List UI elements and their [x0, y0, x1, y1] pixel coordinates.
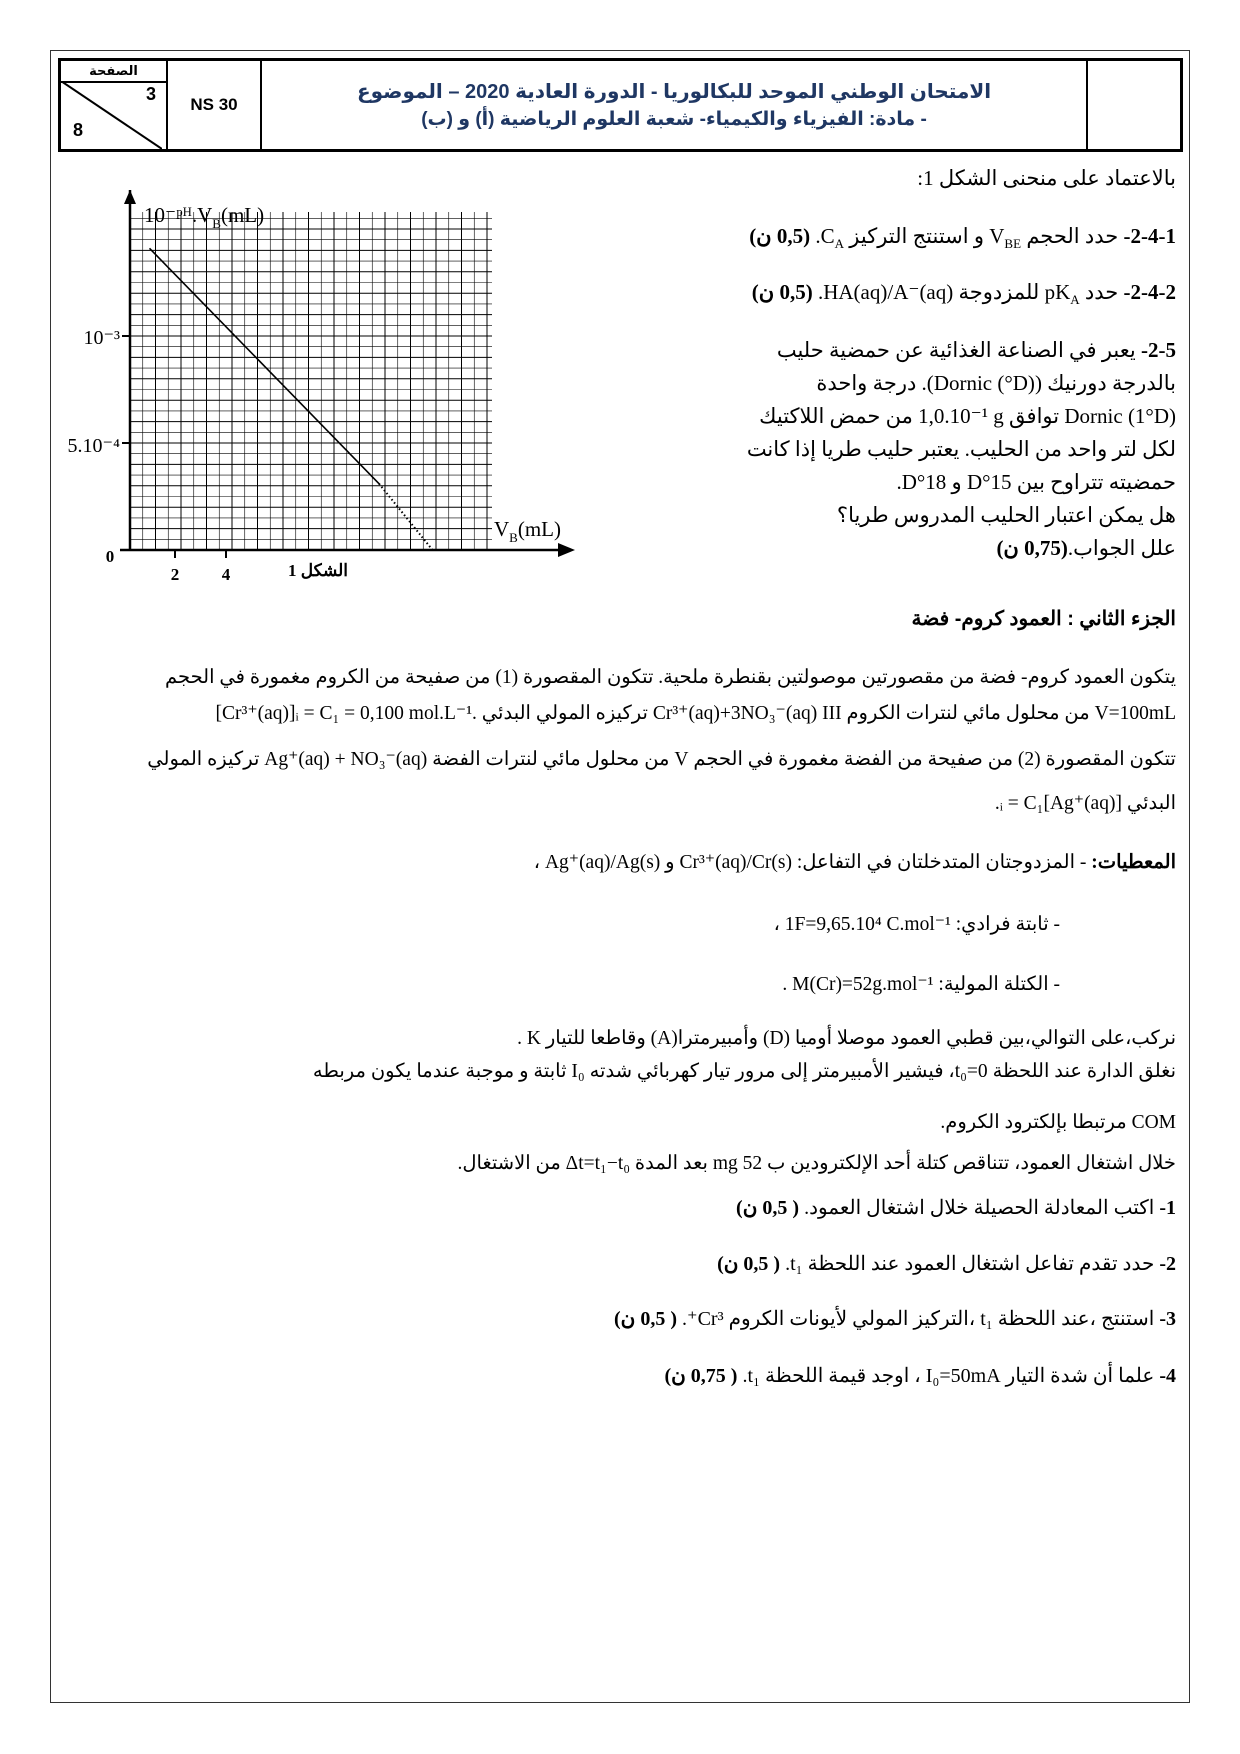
- part2-q3: 3- استنتج ،عند اللحظة t₁ ،التركيز المولي لأيونات الكروم Cr³⁺. ( 0,5 ن): [614, 1308, 1176, 1330]
- exam-header: [58, 58, 1183, 152]
- origin-label: 0: [105, 547, 115, 566]
- q24-intro: بالاعتماد على منحنى الشكل 1:: [917, 166, 1176, 190]
- part2-q1: 1- اكتب المعادلة الحصيلة خلال اشتغال العمود. ( 0,5 ن): [736, 1197, 1176, 1219]
- q25-points: (0,75 ن): [996, 536, 1068, 560]
- q241-concentration: $C_A$: [820, 224, 845, 252]
- x-tick-label-2: 2: [170, 565, 180, 584]
- q242-points: (0,5 ن): [751, 280, 813, 304]
- figure-caption: الشكل 1: [287, 561, 349, 580]
- y-axis-label: $10^-ᵖᴴ.V_B(mL)$: [144, 203, 265, 231]
- q25-line7: علل الجواب.(0,75 ن): [996, 536, 1176, 560]
- q25-line3: Dornic (1°D) توافق 1,0.10⁻¹ g من حمض اللاكتيك: [759, 404, 1176, 428]
- part2-para2-line2: البدئي [Ag⁺(aq)]ᵢ = C₁.: [994, 793, 1176, 814]
- page-total: 8: [73, 120, 84, 140]
- q242-number: 2-4-2-: [1123, 280, 1176, 304]
- page-number-box: [61, 61, 166, 149]
- part2-para2-line1: تتكون المقصورة (2) من صفيحة من الفضة مغمورة في الحجم V من محلول مائي لنترات الفضة Ag⁺(aq) + NO₃⁻(aq) تركيزه المولي: [147, 749, 1176, 770]
- part2-q2-points: ( 0,5 ن): [717, 1253, 781, 1275]
- setup-line4: خلال اشتغال العمود، تتناقص كتلة أحد الإلكترودين ب 52 mg بعد المدة Δt=t₁−t₀ من الاشتغال.: [457, 1153, 1176, 1174]
- data-faraday: - ثابتة فرادي: 1F=9,65.10⁴ C.mol⁻¹ ،: [773, 914, 1060, 935]
- q25-line2: بالدرجة دورنيك (Dornic (°D)). درجة واحدة: [816, 371, 1176, 395]
- q241-number: 2-4-1-: [1123, 224, 1176, 248]
- y-axis-arrow: [124, 190, 136, 204]
- part2-q4-points: ( 0,75 ن): [664, 1365, 738, 1387]
- q241-volume: $V_{BE}$: [989, 224, 1022, 252]
- page-number: 3: [145, 84, 156, 104]
- data-couples: [46, 846, 1176, 879]
- q242-text2: للمزدوجة: [958, 280, 1040, 304]
- q242-couple: HA(aq)/A⁻(aq): [823, 280, 954, 304]
- q25-line1: 2-5- يعبر في الصناعة الغذائية عن حمضية حليب: [776, 338, 1176, 362]
- y-tick-label-1e-3: 10⁻³: [83, 327, 120, 349]
- part2-para1-line2: V=100mL من محلول مائي لنترات الكروم III Cr³⁺(aq)+3NO₃⁻(aq) تركيزه المولي البدئي [Cr³⁺(aq)]ᵢ = C₁ = 0,100 mol.L⁻¹.: [215, 703, 1176, 724]
- part2-para2: [46, 738, 1176, 826]
- q25-line5: حمضيته تتراوح بين 15°D و 18°D.: [896, 470, 1176, 494]
- exam-title-line1: الامتحان الوطني الموحد للبكالوريا - الدورة العادية 2020 – الموضوع: [356, 81, 992, 103]
- q25: [696, 334, 1176, 565]
- series-line-measured: [150, 248, 380, 483]
- q242-pka: $pK_A$: [1044, 280, 1080, 308]
- q241-text: حدد الحجم: [1026, 224, 1119, 248]
- series-line-extrapolated: [379, 484, 433, 550]
- setup: [46, 1022, 1176, 1180]
- x-axis-arrow: [558, 543, 575, 557]
- q25-line6: هل يمكن اعتبار الحليب المدروس طريا؟: [836, 503, 1176, 527]
- part2-q3-points: ( 0,5 ن): [614, 1308, 678, 1330]
- y-tick-label-5e-4: 5.10⁻⁴: [67, 435, 120, 457]
- figure-1-graph: [60, 190, 640, 660]
- graph-grid: [122, 212, 492, 558]
- setup-line3: COM مرتبطا بإلكترود الكروم.: [940, 1112, 1176, 1133]
- part2-para1-line1: يتكون العمود كروم- فضة من مقصورتين موصولتين بقنطرة ملحية. تتكون المقصورة (1) من صفيحة من الكروم مغمورة في الحجم: [165, 667, 1176, 688]
- exam-title: [260, 61, 1086, 149]
- q242: 2-4-2- حدد $pK_A$ للمزدوجة HA(aq)/A⁻(aq). (0,5 ن): [752, 276, 1176, 316]
- x-axis-label: $V_B(mL)$: [494, 517, 561, 545]
- setup-line1: نركب،على التوالي،بين قطبي العمود موصلا أوميا (D) وأمبيرمترا(A) وقاطعا للتيار K .: [517, 1028, 1176, 1049]
- part2-para1: [46, 660, 1176, 732]
- q25-line4: لكل لتر واحد من الحليب. يعتبر حليب طريا إذا كانت: [746, 437, 1176, 461]
- part2-title: الجزء الثاني : العمود كروم- فضة: [911, 608, 1176, 630]
- data-molar-mass: - الكتلة المولية: M(Cr)=52g.mol⁻¹ .: [782, 974, 1060, 995]
- page-label: الصفحة: [61, 61, 166, 83]
- header-blank-cell: [1086, 61, 1180, 149]
- exam-code: NS 30: [166, 61, 260, 149]
- x-tick-label-4: 4: [221, 565, 231, 584]
- part2-q2: 2- حدد تقدم تفاعل اشتغال العمود عند اللحظة t₁. ( 0,5 ن): [717, 1253, 1176, 1275]
- q241-points: (0,5 ن): [749, 224, 811, 248]
- part2-q1-points: ( 0,5 ن): [736, 1197, 800, 1219]
- setup-line2: نغلق الدارة عند اللحظة t₀=0، فيشير الأمبيرمتر إلى مرور تيار كهربائي شدته I₀ ثابتة و موجبة عندما يكون مربطه: [312, 1061, 1176, 1082]
- data-couples-text: - المزدوجتان المتدخلتان في التفاعل: Cr³⁺(aq)/Cr(s) و Ag⁺(aq)/Ag(s) ،: [533, 852, 1087, 873]
- data-label: المعطيات:: [1091, 852, 1176, 873]
- q241-text2: و استنتج التركيز: [849, 224, 984, 248]
- q241: 2-4-1- حدد الحجم $V_{BE}$ و استنتج التركيز $C_A$. (0,5 ن): [749, 220, 1176, 260]
- q242-text: حدد: [1084, 280, 1119, 304]
- part2-q4: 4- علما أن شدة التيار I₀=50mA ، اوجد قيمة اللحظة t₁. ( 0,75 ن): [664, 1365, 1176, 1387]
- exam-title-line2: - مادة: الفيزياء والكيمياء- شعبة العلوم الرياضية (أ) و (ب): [421, 109, 927, 130]
